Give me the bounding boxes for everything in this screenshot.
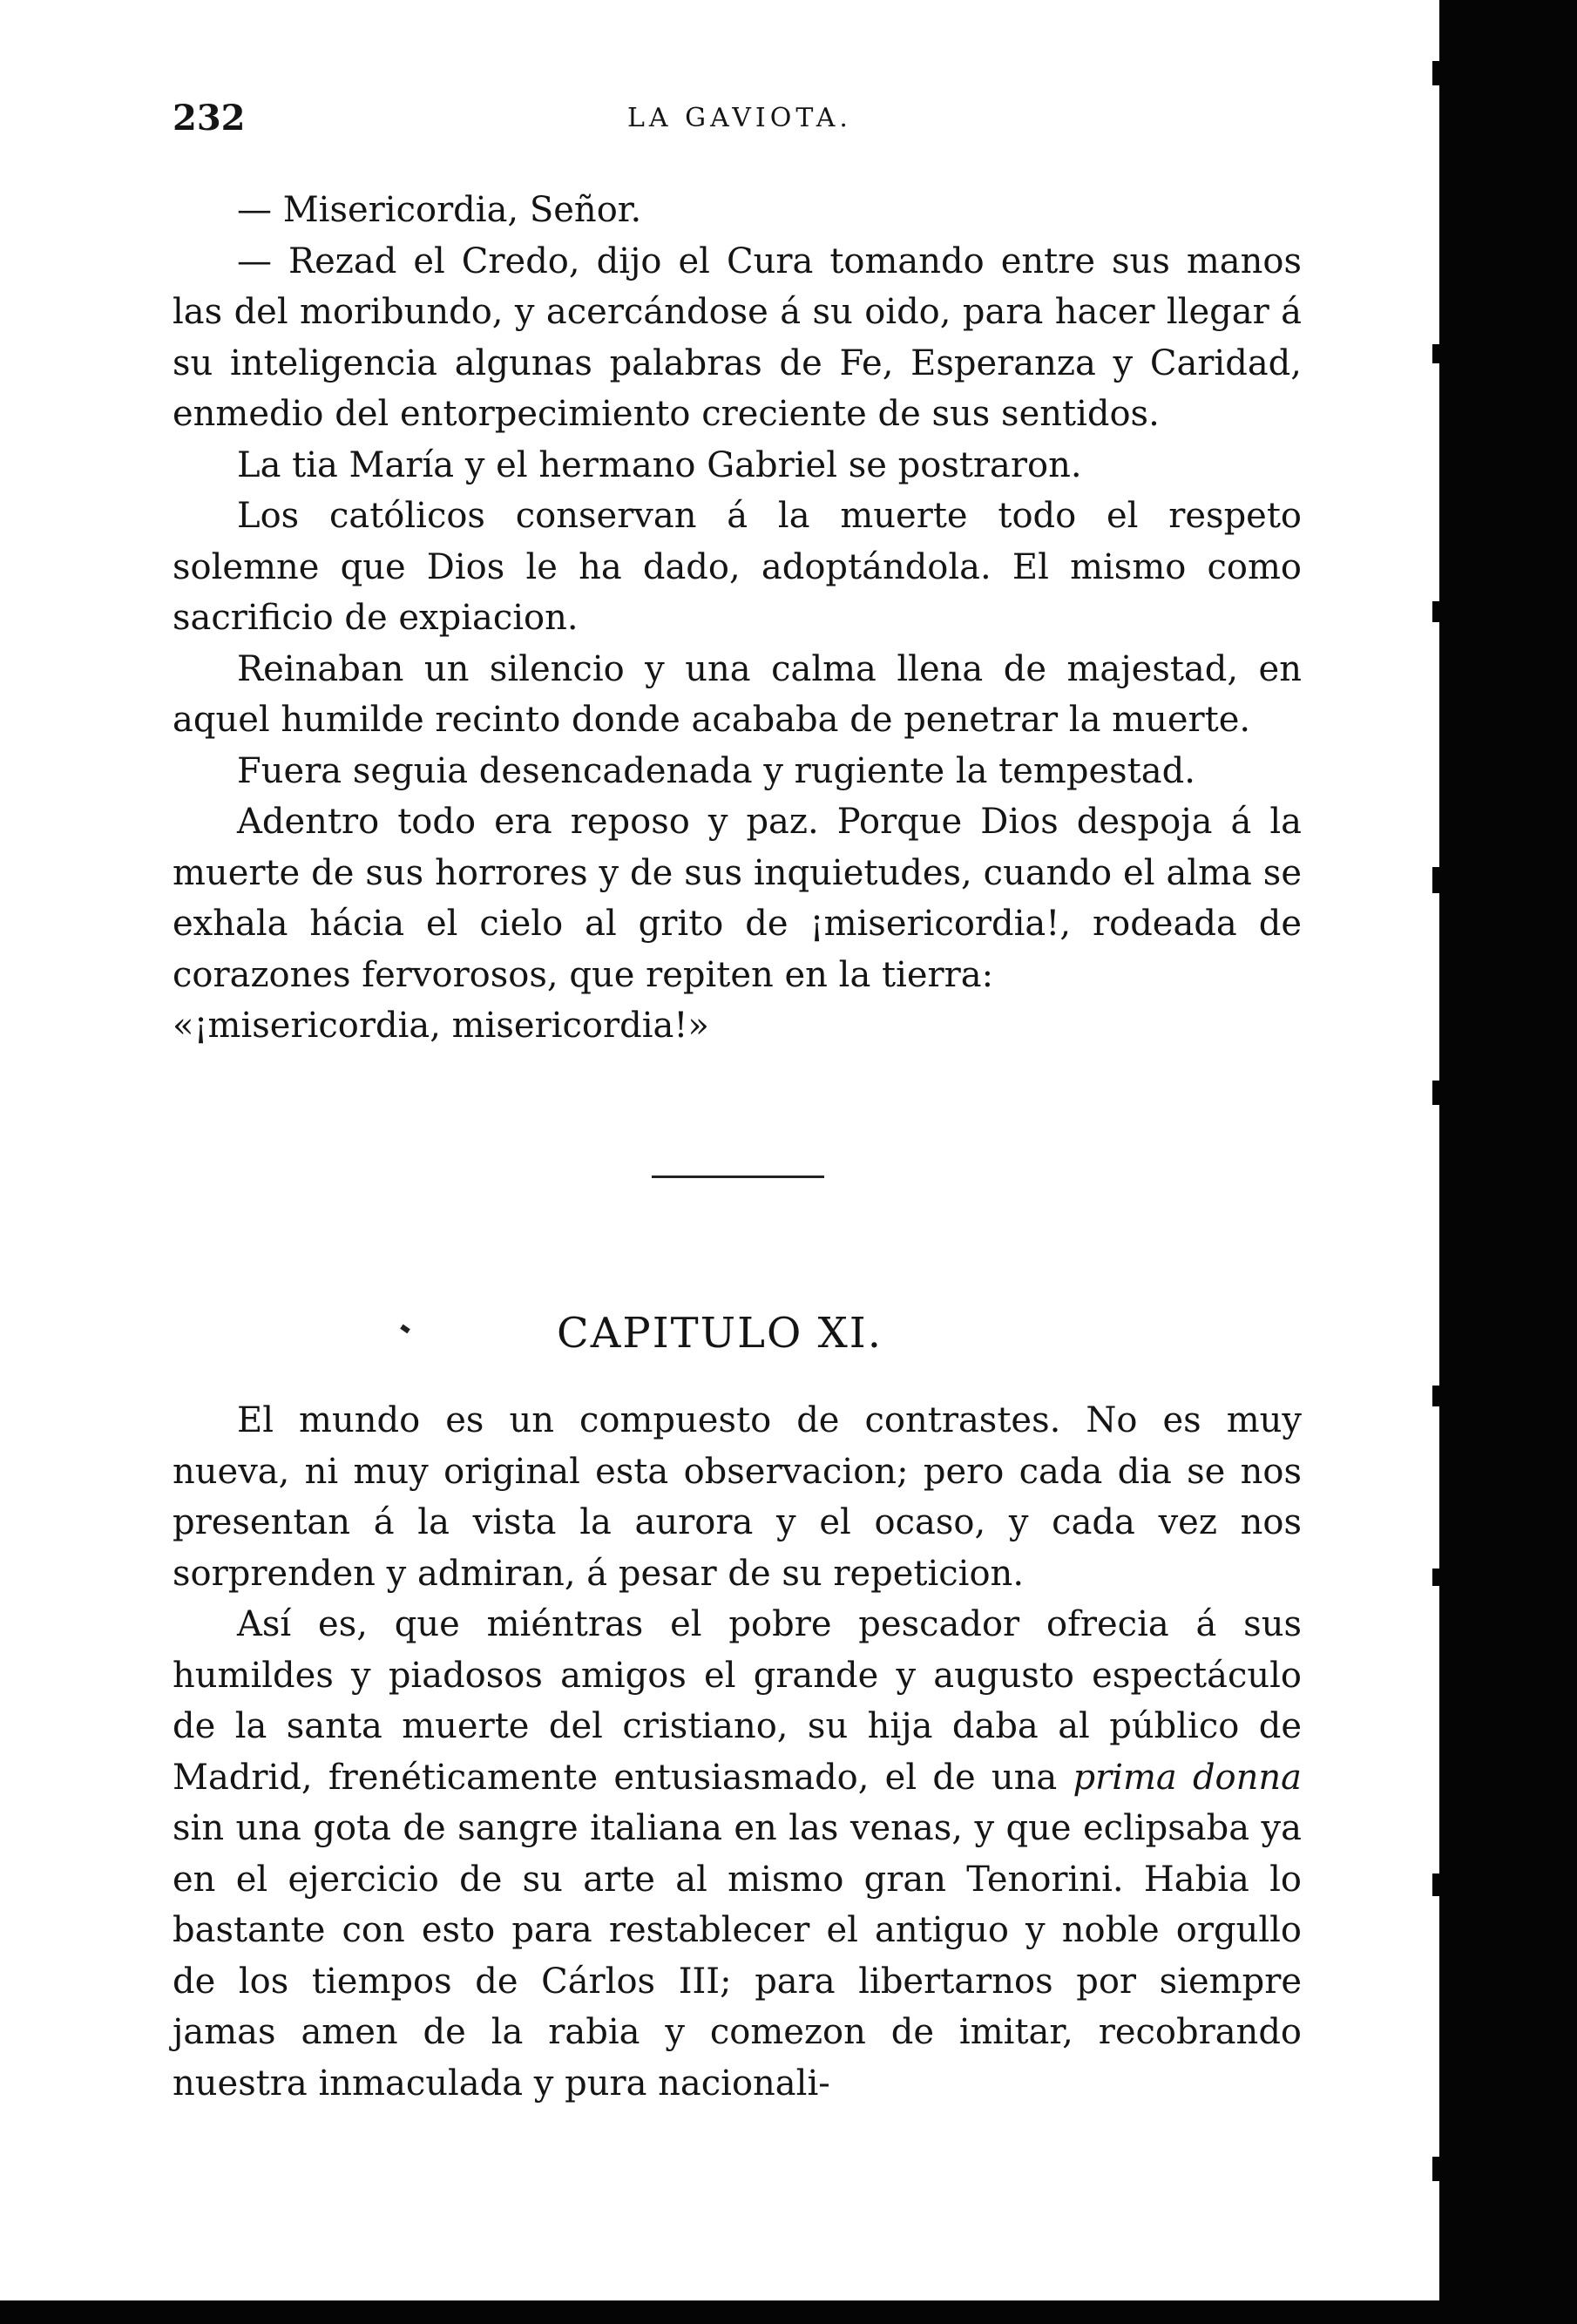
chapter-text-block [173,1395,1302,2109]
scan-edge-mark [1432,1873,1445,1896]
paragraph: El mundo es un compuesto de contrastes. No es muy nueva, ni muy original esta observacion; pero cada dia se nos presentan á la vista la aurora y el ocaso, y cada vez nos sorprenden y admiran, á pesar de su repeticion. [173,1400,1302,1594]
top-text-block [173,185,1302,1052]
paragraph-text: sin una gota de sangre italiana en las venas, y que eclipsaba ya en el ejercicio de su arte al mismo gran Tenorini. Habia lo bastante con esto para restablecer el antiguo y noble orgullo de los tiempos de Cárlos III; para libertarnos por siempre jamas amen de la rabia y comezon de imitar, recobrando nuestra inmaculada y pura nacionali- [173,1808,1302,2104]
scan-edge-mark [1432,1386,1445,1406]
paragraph: Reinaban un silencio y una calma llena de majestad, en aquel humilde recinto donde acababa de penetrar la muerte. [173,648,1302,740]
paragraph: Fuera seguia desencadenada y rugiente la tempestad. [237,750,1195,791]
page-header [173,98,1439,141]
scan-border-bottom [0,2300,1577,2324]
paragraph: — Misericordia, Señor. [237,190,642,230]
paragraph: La tia María y el hermano Gabriel se postraron. [237,444,1082,485]
scan-edge-mark [1432,344,1445,363]
section-divider [652,1176,824,1178]
scan-border-right [1439,0,1577,2324]
scan-edge-mark [1432,867,1445,893]
running-title: LA GAVIOTA. [627,103,852,133]
scan-edge-mark [1432,2157,1445,2181]
scan-edge-mark [1432,1081,1445,1105]
scan-edge-mark [1432,1569,1445,1586]
scan-edge-mark [1432,61,1445,85]
paragraph [173,1599,1302,2109]
paragraph: Adentro todo era reposo y paz. Porque Dios despoja á la muerte de sus horrores y de sus inquietudes, cuando el alma se exhala hácia el cielo al grito de ¡misericordia!, rodeada de corazones fervorosos, que repiten en la tierra: [173,802,1302,995]
chapter-title: CAPITULO XI. [557,1309,883,1358]
paragraph-text: Así es, que miéntras el pobre pescador ofrecia á sus humildes y piadosos amigos el grande y augusto espectáculo de la santa muerte del cristiano, su hija daba al público de Madrid, frenéticamente entusiasmado, el de una [173,1604,1302,1798]
paragraph: Los católicos conservan á la muerte todo el respeto solemne que Dios le ha dado, adoptándola. El mismo como sacrificio de expiacion. [173,496,1302,638]
paragraph: — Rezad el Credo, dijo el Cura tomando entre sus manos las del moribundo, y acercándose á su oido, para hacer llegar á su inteligencia algunas palabras de Fe, Esperanza y Caridad, enmedio del entorpecimiento creciente de sus sentidos. [173,241,1302,434]
page-number: 232 [173,98,246,139]
scan-edge-mark [1432,601,1445,622]
paragraph-closing-line: «¡misericordia, misericordia!» [173,1006,709,1046]
italic-phrase: prima donna [1073,1757,1303,1798]
